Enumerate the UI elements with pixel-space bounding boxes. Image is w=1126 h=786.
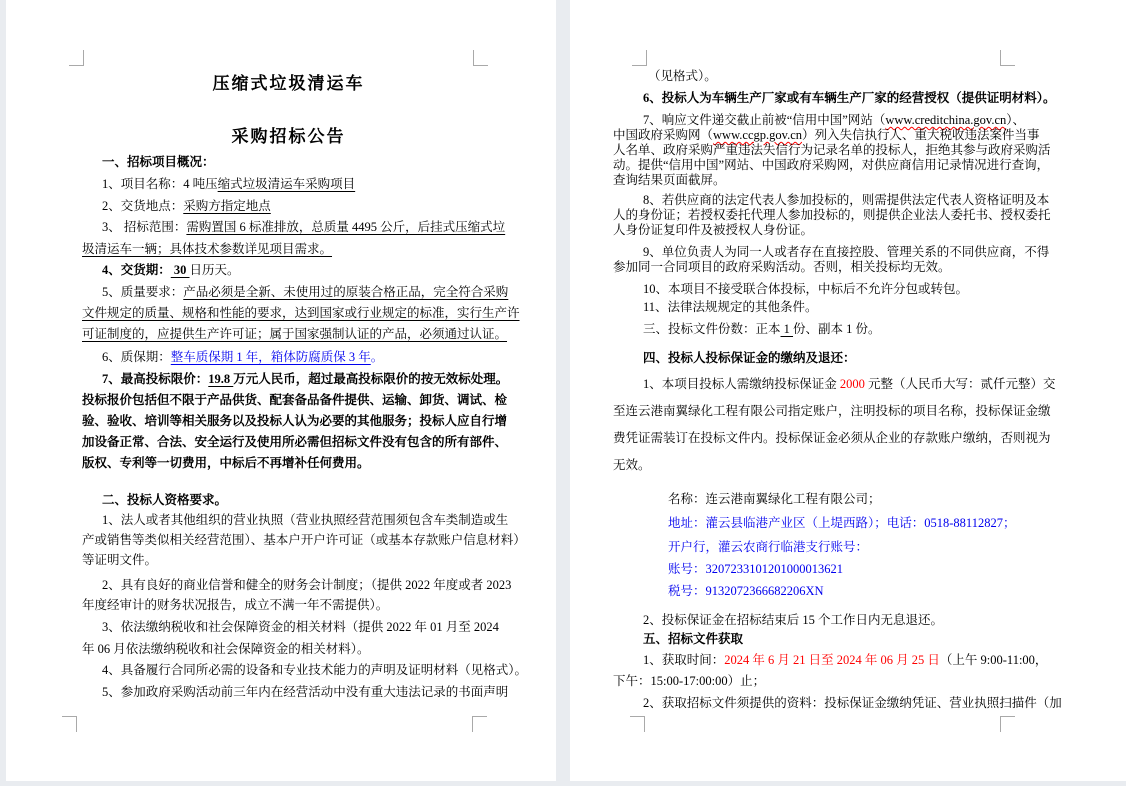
- text-segment: 人身份证复印件及被授权人身份证。: [613, 223, 814, 237]
- text-segment: 19.8: [208, 372, 234, 386]
- text-segment: 人名单、政府采购严重违法失信行为记录名单的投标人，拒绝其参与政府采购活: [613, 143, 1051, 157]
- text-segment: 整车质保期 1 年，箱体防腐质保 3 年: [170, 350, 371, 364]
- text-segment: 1、项目名称：4 吨压: [102, 177, 218, 191]
- text-segment: 产或销售等类似相关经营范围）、基本户开户许可证（或基本存款账户信息材料）: [82, 533, 526, 547]
- text-segment: （上午 9:00-11:00，: [939, 653, 1048, 667]
- text-line: [613, 403, 1051, 420]
- text-segment: 五、招标文件获取: [643, 632, 744, 646]
- text-segment: 1、法人或者其他组织的营业执照（营业执照经营范围须包含车类制造或生: [102, 513, 509, 527]
- text-segment: 名称：连云港南翼绿化工程有限公司；: [668, 492, 881, 506]
- text-segment: 年 06 月依法缴纳税收和社会保障资金的相关材料）。: [82, 642, 370, 656]
- text-line: [102, 349, 383, 366]
- text-segment: 1、获取时间：: [643, 653, 725, 667]
- text-segment: 加设备正常、合法、安全运行及使用所必需但招标文件没有包含的所有部件、: [82, 435, 508, 449]
- text-segment: 5、参加政府采购活动前三年内在经营活动中没有重大违法记录的书面声明: [102, 685, 509, 699]
- text-segment: 中国政府采购网（: [613, 128, 714, 142]
- text-segment: 2、具有良好的商业信誉和健全的财务会计制度；（提供 2022 年度或者 2023: [102, 578, 512, 592]
- text-line: [102, 262, 240, 279]
- text-line: [613, 673, 765, 690]
- text-line: [82, 392, 507, 409]
- text-segment: 版权、专利等一切费用，中标后不再增补任何费用。: [82, 456, 370, 470]
- text-line: [613, 172, 726, 189]
- text-segment: 4、交货期：: [102, 263, 171, 277]
- text-segment: 二、投标人资格要求。: [102, 493, 228, 507]
- text-line: [82, 305, 520, 322]
- text-line: [643, 695, 1062, 712]
- text-line: [82, 641, 370, 658]
- text-segment: （见格式）。: [648, 69, 717, 83]
- text-line: [82, 241, 332, 258]
- document-page-2[interactable]: [570, 0, 1126, 781]
- text-line: [102, 492, 227, 509]
- text-segment: 需购置国 6 标准排放，总质量 4495 公斤，后挂式压缩式垃: [186, 220, 506, 234]
- text-segment: 2、投标保证金在招标结束后 15 个工作日内无息退还。: [643, 613, 944, 627]
- text-line: [102, 512, 508, 529]
- text-line: [648, 68, 717, 85]
- text-segment: 份、副本 1 份。: [793, 322, 881, 336]
- text-line: [51, 128, 526, 145]
- text-line: [102, 198, 271, 215]
- margin-crop-mark: [630, 716, 645, 732]
- text-segment: 参加同一合同项目的政府采购活动。否则，相关投标均无效。: [613, 260, 951, 274]
- text-segment: 一、招标项目概况：: [102, 155, 215, 169]
- text-line: [613, 457, 651, 474]
- text-segment: 压缩式垃圾清运车: [212, 74, 365, 93]
- text-segment: 采购招标公告: [231, 127, 346, 146]
- text-segment: 年度经审计的财务状况报告，成立不满一年不需提供）。: [82, 598, 389, 612]
- text-line: [643, 299, 818, 316]
- text-segment: 采购方指定地点: [183, 199, 271, 213]
- margin-crop-mark: [472, 716, 487, 732]
- text-segment: 圾清运车一辆；具体技术参数详见项目需求。: [82, 242, 333, 256]
- text-segment: 四、投标人投标保证金的缴纳及退还：: [643, 351, 856, 365]
- text-segment: www.creditchina.gov.cn: [885, 113, 1007, 127]
- text-line: [102, 154, 215, 171]
- text-segment: 万元人民币，超过最高投标限价的按无效标处理。: [233, 372, 509, 386]
- text-segment: 30: [170, 263, 190, 277]
- text-segment: 开户行，灌云农商行临港支行账号：: [668, 540, 869, 554]
- text-line: [82, 434, 507, 451]
- text-line: [102, 684, 508, 701]
- text-segment: 动。提供“信用中国”网站、中国政府采购网，对供应商信用记录情况进行查询，: [613, 158, 1050, 172]
- text-line: [51, 75, 526, 92]
- text-segment: 无效。: [613, 458, 651, 472]
- text-line: [102, 176, 355, 193]
- text-segment: ）、: [1006, 113, 1026, 127]
- margin-crop-mark: [1000, 716, 1015, 732]
- text-segment: www.ccgp.gov.cn: [713, 128, 802, 142]
- text-segment: ）列入失信执行人、重大税收违法案件当事: [802, 128, 1040, 142]
- text-segment: 人的身份证；若授权委托代理人参加投标的，则提供企业法人委托书、授权委托: [613, 208, 1051, 222]
- text-segment: 等证明文件。: [82, 553, 158, 567]
- text-line: [643, 376, 1056, 393]
- text-segment: 查询结果页面截屏。: [613, 173, 726, 187]
- text-line: [82, 552, 157, 569]
- text-line: [102, 577, 511, 594]
- text-segment: 元整（人民币大写：贰仟元整）交: [864, 377, 1056, 391]
- text-segment: 缩式垃圾清运车采购项目: [217, 177, 356, 191]
- text-line: [668, 583, 824, 600]
- margin-crop-mark: [632, 50, 647, 66]
- text-line: [102, 371, 508, 388]
- text-line: [82, 597, 388, 614]
- text-segment: 产品必须是全新、未使用过的原装合格正品，完全符合采购: [183, 285, 509, 299]
- text-line: [102, 219, 505, 236]
- text-line: [82, 413, 507, 430]
- text-line: [643, 321, 881, 338]
- text-line: [613, 222, 813, 239]
- text-segment: 5、质量要求：: [102, 285, 184, 299]
- text-line: [643, 652, 1047, 669]
- text-segment: 。: [370, 350, 384, 364]
- text-segment: 1: [780, 322, 794, 336]
- text-line: [643, 612, 943, 629]
- text-line: [102, 662, 527, 679]
- text-segment: 验、验收、培训等相关服务以及投标人认为必要的其他服务；投标人应自行增: [82, 414, 508, 428]
- margin-crop-mark: [1000, 50, 1015, 66]
- text-line: [643, 281, 968, 298]
- text-segment: 可证制度的，应提供生产许可证；属于国家强制认证的产品，必须通过认证。: [82, 327, 508, 341]
- text-segment: 2024 年 6 月 21 日至 2024 年 06 月 25 日: [724, 653, 940, 667]
- text-segment: 6、投标人为车辆生产厂家或有车辆生产厂家的经营授权（提供证明材料）。: [643, 91, 1056, 105]
- text-segment: 10、本项目不接受联合体投标，中标后不允许分包或转包。: [643, 282, 969, 296]
- text-segment: 文件规定的质量、规格和性能的要求，达到国家或行业规定的标准，实行生产许: [82, 306, 520, 320]
- text-segment: 2、获取招标文件须提供的资料：投标保证金缴纳凭证、营业执照扫描件（加: [643, 696, 1062, 710]
- text-segment: 地址：灌云县临港产业区（上堤西路）；电话：0518-88112827；: [668, 516, 1016, 530]
- text-line: [613, 430, 1051, 447]
- text-line: [643, 90, 1056, 107]
- text-segment: 3、 招标范围：: [102, 220, 187, 234]
- text-segment: 7、最高投标限价：: [102, 372, 209, 386]
- text-segment: 投标报价包括但不限于产品供货、配套备品备件提供、运输、卸货、调试、检: [82, 393, 508, 407]
- text-line: [643, 350, 856, 367]
- text-line: [102, 284, 508, 301]
- text-line: [643, 631, 743, 648]
- text-segment: 9、单位负责人为同一人或者存在直接控股、管理关系的不同供应商，不得: [643, 245, 1050, 259]
- text-segment: 账号：3207233101201000013621: [668, 562, 844, 576]
- text-segment: 7、响应文件递交截止前被“信用中国”网站（: [643, 113, 886, 127]
- text-line: [668, 561, 843, 578]
- document-page-1[interactable]: [6, 0, 556, 781]
- text-line: [82, 326, 507, 343]
- text-line: [668, 491, 881, 508]
- text-segment: 11、法律法规规定的其他条件。: [643, 300, 818, 314]
- text-segment: 6、质保期：: [102, 350, 171, 364]
- margin-crop-mark: [473, 50, 488, 66]
- text-line: [102, 619, 499, 636]
- text-segment: 至连云港南翼绿化工程有限公司指定账户，注明投标的项目名称，投标保证金缴: [613, 404, 1051, 418]
- text-line: [82, 455, 370, 472]
- text-segment: 4、具备履行合同所必需的设备和专业技术能力的声明及证明材料（见格式）。: [102, 663, 528, 677]
- margin-crop-mark: [62, 716, 77, 732]
- text-segment: 3、依法缴纳税收和社会保障资金的相关材料（提供 2022 年 01 月至 2024: [102, 620, 499, 634]
- text-segment: 三、投标文件份数：正本: [643, 322, 781, 336]
- text-line: [668, 515, 1015, 532]
- text-line: [613, 259, 951, 276]
- text-segment: 费凭证需装订在投标文件内。投标保证金必须从企业的存款账户缴纳，否则视为: [613, 431, 1051, 445]
- text-segment: 2000: [839, 377, 865, 391]
- text-segment: 1、本项目投标人需缴纳投标保证金: [643, 377, 840, 391]
- margin-crop-mark: [69, 50, 84, 66]
- text-segment: 税号：9132072366682206XN: [668, 584, 824, 598]
- text-segment: 下午：15:00-17:00:00）止；: [613, 674, 766, 688]
- text-segment: 2、交货地点：: [102, 199, 184, 213]
- text-line: [82, 532, 526, 549]
- text-segment: 日历天。: [189, 263, 240, 277]
- text-line: [668, 539, 868, 556]
- text-segment: 8、若供应商的法定代表人参加投标的，则需提供法定代表人资格证明及本: [643, 193, 1050, 207]
